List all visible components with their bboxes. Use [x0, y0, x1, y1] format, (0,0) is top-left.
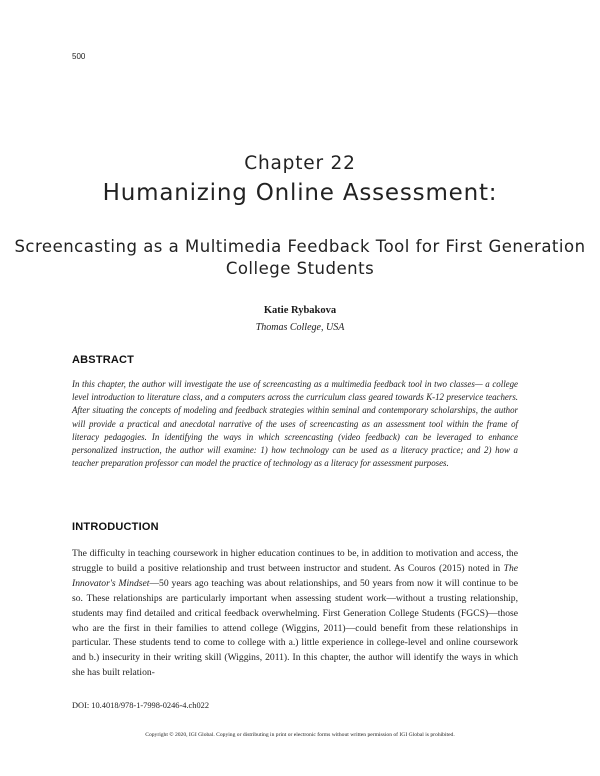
introduction-text: [72, 547, 518, 681]
copyright-notice: Copyright © 2020, IGI Global. Copying or distributing in print or electronic forms without written permission of IGI Global is prohibited.: [145, 732, 455, 738]
doi: DOI: 10.4018/978-1-7998-0246-4.ch022: [72, 701, 210, 710]
chapter-subtitle: Screencasting as a Multimedia Feedback Tool for First Generation College Students: [14, 237, 586, 278]
page-number: 500: [72, 52, 86, 61]
chapter-label: Chapter 22: [244, 153, 356, 174]
book-title: The Innovator's Mindset: [72, 562, 518, 589]
introduction-heading: INTRODUCTION: [72, 521, 159, 533]
author-affiliation: Thomas College, USA: [255, 322, 345, 333]
abstract-heading: ABSTRACT: [72, 354, 135, 366]
intro-text-rest: —50 years ago teaching was about relationships, and 50 years from now it will continue to be so. These relationships are particularly important when assessing student work—without a trusting relationship, students may find detailed and critical feedback overwhelming. First Generation College Students (FGCS)—those who are the first in their families to attend college (Wiggins, 2011)—could benefit from these relationships in particular. These students tend to come to college with a.) little experience in college-level and online coursework and b.) insecurity in their writing skill (Wiggins, 2011). In this chapter, the author will identify the ways in which she has built relation-: [72, 577, 518, 679]
author-name: Katie Rybakova: [263, 305, 337, 316]
abstract-text: In this chapter, the author will investigate the use of screencasting as a multimedia feedback tool in two classes— a college level introduction to literature class, and a computers across the curriculum class geared towards K-12 preservice teachers. After situating the concepts of modeling and feedback strategies within seminal and contemporary scholarships, the author will provide a practical and anecdotal narrative of the uses of screencasting as an assessment tool within the frame of literacy pedagogies. In identifying the ways in which screencasting (video feedback) can be leveraged to enhance personalized instruction, the author will examine: 1) how technology can be used as a literacy practice; and 2) how a teacher preparation professor can model the practice of technology as a literacy for assessment purposes.: [72, 379, 518, 469]
chapter-title: Humanizing Online Assessment:: [102, 180, 498, 206]
intro-text-start: The difficulty in teaching coursework in higher education continues to be, in addition to motivation and access, the struggle to build a positive relationship and trust between instructor and student. As Couros (2015) noted in: [72, 548, 518, 574]
